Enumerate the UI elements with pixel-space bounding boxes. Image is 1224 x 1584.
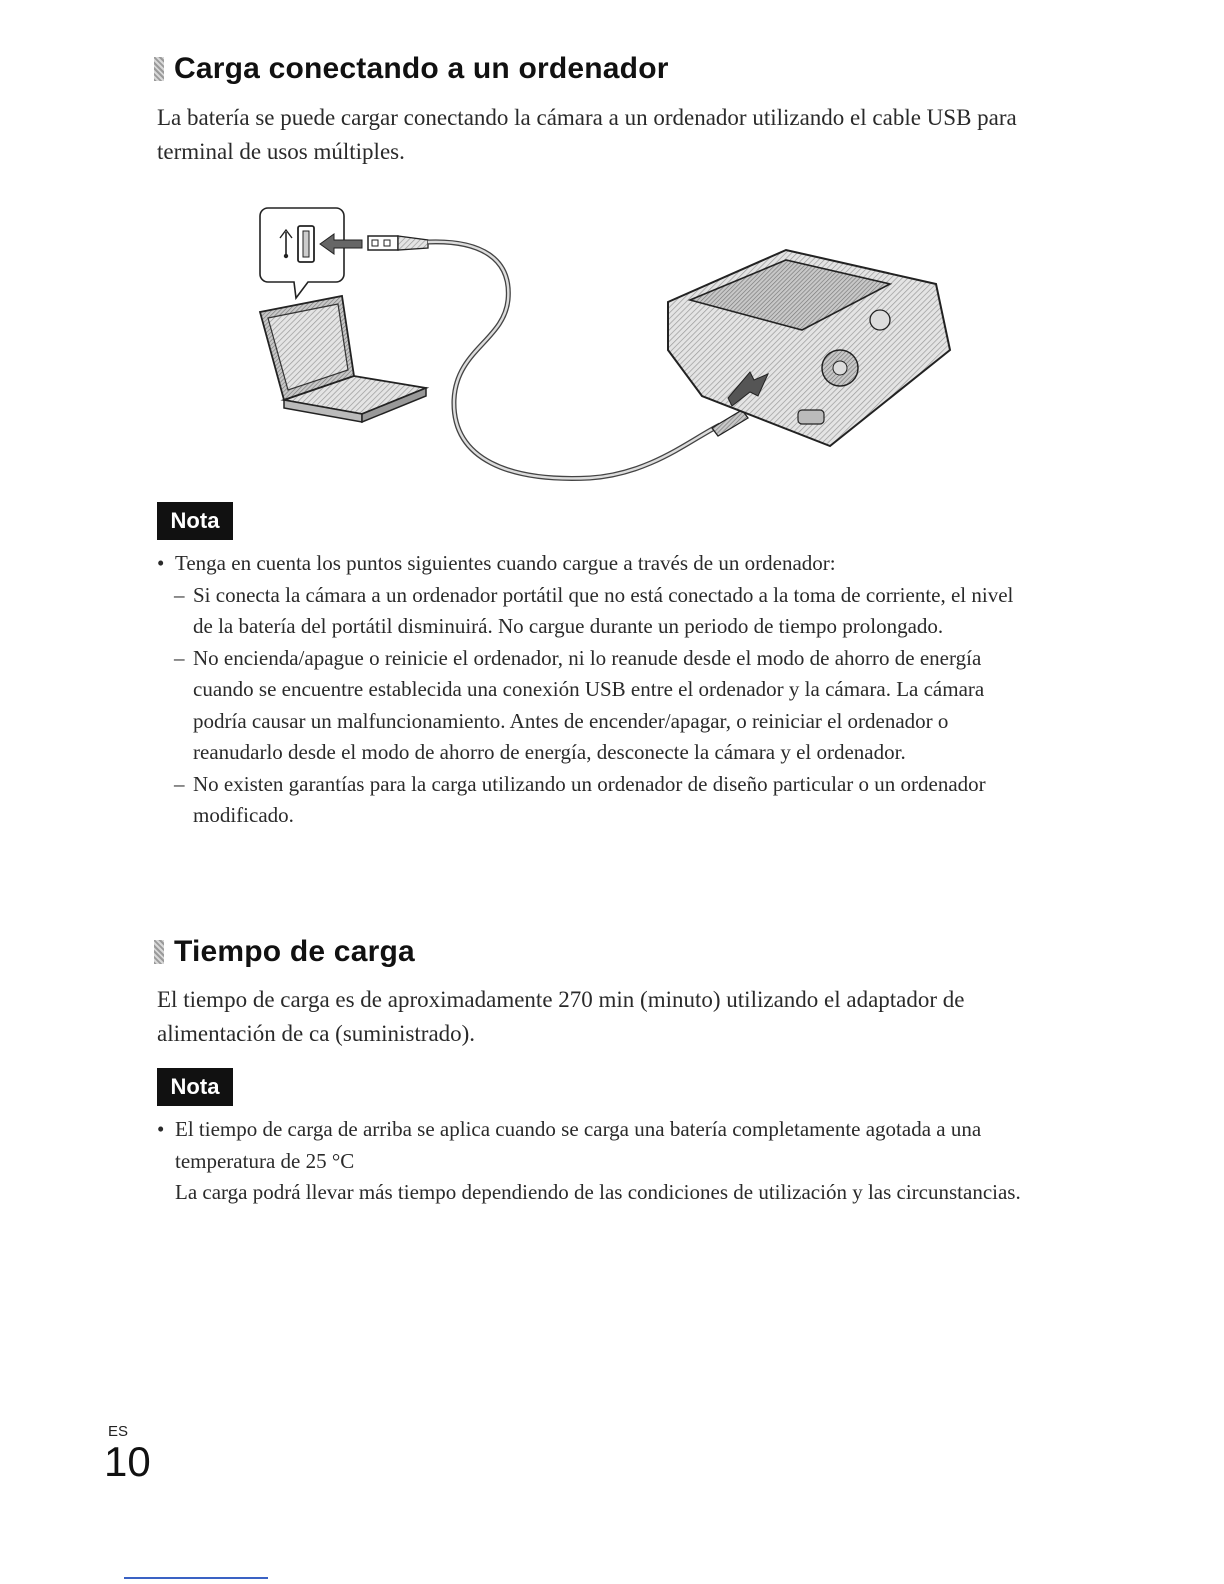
laptop-icon	[260, 296, 426, 422]
note-continuation: La carga podrá llevar más tiempo dependiendo de las condiciones de utilización y las circunstancias.	[175, 1180, 1021, 1204]
language-code: ES	[108, 1423, 129, 1440]
usb-charging-illustration	[250, 200, 970, 500]
heading-marker	[154, 57, 164, 81]
section-title-tiempo-carga	[154, 935, 415, 969]
nota-list-tiempo	[157, 1114, 1037, 1209]
note-bullet: • El tiempo de carga de arriba se aplica cuando se carga una batería completamente agotada a una temperatura de 25 °C	[157, 1114, 1037, 1177]
nota-badge: Nota	[157, 502, 233, 540]
note-subitem: – Si conecta la cámara a un ordenador portátil que no está conectado a la toma de corriente, el nivel de la batería del portátil disminuirá. No cargue durante un periodo de tiempo prolongado.	[157, 580, 1037, 643]
nota-badge: Nota	[157, 1068, 233, 1106]
note-bullet: • Tenga en cuenta los puntos siguientes cuando cargue a través de un ordenador:	[157, 548, 1037, 580]
page-number: 10	[104, 1438, 151, 1485]
usb-port-callout	[260, 208, 344, 298]
note-subitem: – No existen garantías para la carga utilizando un ordenador de diseño particular o un ordenador modificado.	[157, 769, 1037, 832]
section-intro: El tiempo de carga es de aproximadamente 270 min (minuto) utilizando el adaptador de alimentación de ca (suministrado).	[157, 987, 965, 1046]
nota-list-ordenador	[157, 548, 1037, 832]
section-intro: La batería se puede cargar conectando la cámara a un ordenador utilizando el cable USB para terminal de usos múltiples.	[157, 105, 1017, 164]
section-title-carga-ordenador	[154, 52, 669, 86]
note-subitem: – No encienda/apague o reinicie el ordenador, ni lo reanude desde el modo de ahorro de energía cuando se encuentre establecida una conexión USB entre el ordenador y la cámara. La cámara podría causar un malfuncionamiento. Antes de encender/apagar, o reiniciar el ordenador o reanudarlo desde el modo de ahorro de energía, desconecte la cámara y el ordenador.	[157, 643, 1037, 769]
camera-icon	[668, 250, 950, 446]
section-title-text: Carga conectando a un ordenador	[174, 52, 669, 85]
bottom-rule	[124, 1577, 268, 1579]
heading-marker	[154, 940, 164, 964]
section-title-text: Tiempo de carga	[174, 935, 415, 968]
